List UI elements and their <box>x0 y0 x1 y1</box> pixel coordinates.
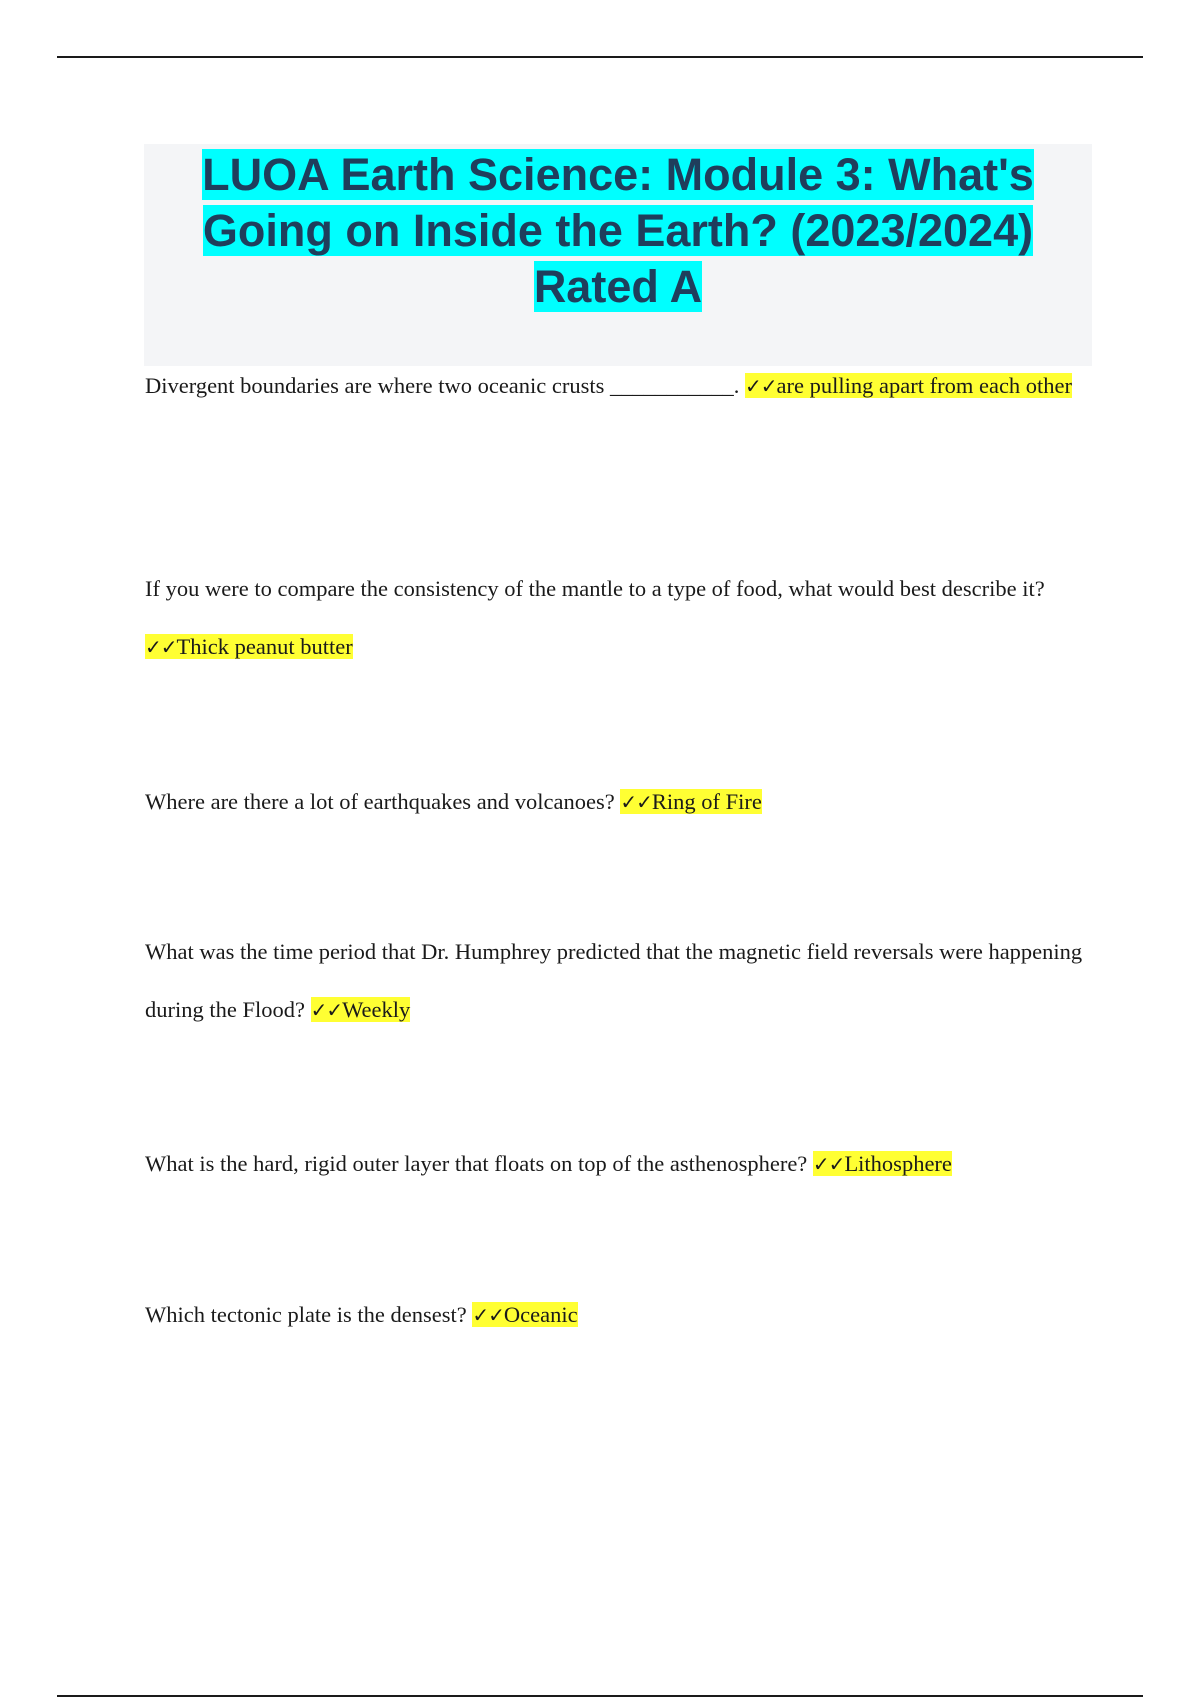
question-text: Divergent boundaries are where two oceanic crusts ___________. <box>145 373 746 398</box>
double-check-icon: ✓✓ <box>145 635 177 659</box>
answer-text: Oceanic <box>503 1302 578 1327</box>
qa-item-5 <box>145 1135 1085 1193</box>
title-banner <box>144 144 1092 366</box>
answer-highlight <box>745 373 1072 398</box>
answer-highlight <box>620 789 762 814</box>
question-text: What is the hard, rigid outer layer that floats on top of the asthenosphere? <box>145 1151 813 1176</box>
qa-item-6 <box>145 1286 1085 1344</box>
answer-highlight <box>145 634 353 659</box>
document-title <box>144 147 1092 315</box>
double-check-icon: ✓✓ <box>812 1152 845 1176</box>
double-check-icon: ✓✓ <box>620 790 652 814</box>
answer-highlight <box>472 1302 577 1327</box>
question-text: What was the time period that Dr. Humphrey predicted that the magnetic field reversals were happening during the Flood? <box>145 939 1083 1022</box>
answer-text: Weekly <box>342 997 411 1022</box>
answer-text: Thick peanut butter <box>176 634 353 659</box>
question-text: Where are there a lot of earthquakes and volcanoes? <box>145 789 621 814</box>
double-check-icon: ✓✓ <box>472 1303 504 1327</box>
answer-text: are pulling apart from each other <box>776 373 1073 398</box>
qa-item-3 <box>145 773 1085 831</box>
bottom-divider <box>57 1695 1143 1697</box>
top-divider <box>57 56 1143 58</box>
answer-text: Ring of Fire <box>651 789 762 814</box>
double-check-icon: ✓✓ <box>310 998 343 1022</box>
answer-highlight <box>311 997 411 1022</box>
qa-item-4 <box>145 923 1085 1039</box>
question-text: If you were to compare the consistency of the mantle to a type of food, what would best describe it? <box>145 576 1045 601</box>
qa-item-1 <box>145 357 1085 415</box>
document-title-text: LUOA Earth Science: Module 3: What's Going on Inside the Earth? (2023/2024) Rated A <box>202 149 1034 312</box>
answer-highlight <box>813 1151 952 1176</box>
question-text: Which tectonic plate is the densest? <box>145 1302 473 1327</box>
double-check-icon: ✓✓ <box>745 374 777 398</box>
answer-text: Lithosphere <box>844 1151 952 1176</box>
qa-item-2 <box>145 560 1085 676</box>
